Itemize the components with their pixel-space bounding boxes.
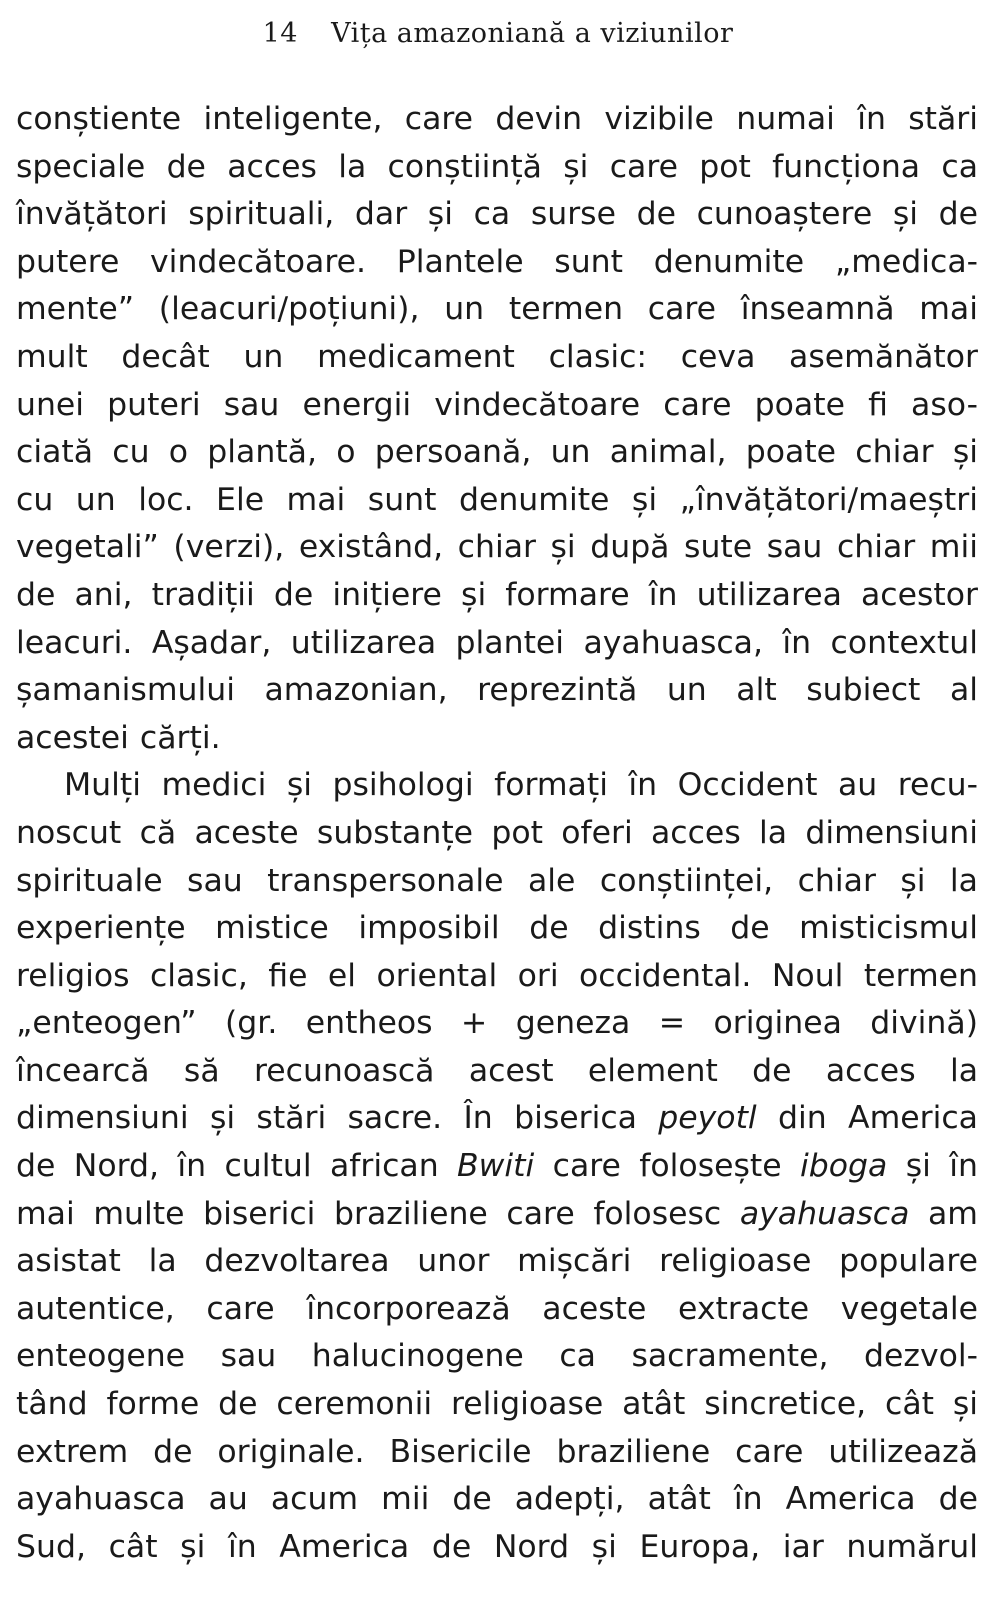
text-run: din America <box>756 1100 978 1137</box>
text-run: tând forme de ceremonii religioase atât sincretice, cât și <box>16 1386 978 1423</box>
text-run: care folosește <box>534 1148 801 1185</box>
text-run: acestei cărți. <box>16 719 221 756</box>
text-line <box>16 429 978 477</box>
text-run: religios clasic, fie el oriental ori occidental. Noul termen <box>16 957 978 994</box>
text-run: speciale de acces la conștiință și care pot funcționa ca <box>16 148 978 185</box>
text-run: mult decât un medicament clasic: ceva asemănător <box>16 338 978 375</box>
text-line <box>16 477 978 525</box>
running-header <box>0 14 996 54</box>
text-line <box>16 858 978 906</box>
paragraph-end-line <box>16 715 978 763</box>
paragraph-first-line <box>16 762 978 810</box>
text-line <box>16 1524 978 1572</box>
text-run: unei puteri sau energii vindecătoare care poate fi aso- <box>16 386 978 423</box>
text-run: extrem de originale. Bisericile braziliene care utilizează <box>16 1433 978 1470</box>
italic-term-peyotl: peyotl <box>658 1100 757 1137</box>
text-line <box>16 620 978 668</box>
text-run: mai multe biserici braziliene care folosesc <box>16 1195 740 1232</box>
text-line <box>16 1191 978 1239</box>
text-line <box>16 144 978 192</box>
page-body-text <box>16 96 978 1571</box>
text-line <box>16 286 978 334</box>
text-run: „enteogen” (gr. entheos + geneza = originea divină) <box>16 1005 978 1042</box>
page-number: 14 <box>262 18 298 49</box>
text-run: noscut că aceste substanțe pot oferi acces la dimensiuni <box>16 814 978 851</box>
text-run: spirituale sau transpersonale ale conștiinței, chiar și la <box>16 862 978 899</box>
text-line <box>16 191 978 239</box>
text-line <box>16 524 978 572</box>
text-line <box>16 1381 978 1429</box>
text-line <box>16 334 978 382</box>
italic-term-ayahuasca: ayahuasca <box>739 1195 910 1232</box>
text-run: conștiente inteligente, care devin vizibile numai în stări <box>16 101 978 137</box>
text-line <box>16 1286 978 1334</box>
text-run: putere vindecătoare. Plantele sunt denumite „medica- <box>16 243 978 280</box>
text-run: leacuri. Așadar, utilizarea plantei ayahuasca, în contextul <box>16 624 978 661</box>
text-run: și în <box>887 1148 978 1185</box>
text-run: Mulți medici și psihologi formați în Occident au recu- <box>64 767 978 804</box>
text-line <box>16 1048 978 1096</box>
text-run: ayahuasca au acum mii de adepți, atât în America de <box>16 1481 978 1518</box>
text-run: de Nord, în cultul african <box>16 1148 458 1185</box>
text-run: asistat la dezvoltarea unor mișcări religioase populare <box>16 1243 978 1280</box>
text-run: de ani, tradiții de inițiere și formare în utilizarea acestor <box>16 576 978 613</box>
text-run: dimensiuni și stări sacre. În biserica <box>16 1100 659 1137</box>
text-line <box>16 96 978 144</box>
text-run: învățători spirituali, dar și ca surse de cunoaștere și de <box>16 196 978 233</box>
text-line <box>16 1238 978 1286</box>
text-line <box>16 1000 978 1048</box>
italic-term-iboga: iboga <box>800 1148 888 1185</box>
text-run: enteogene sau halucinogene ca sacramente, dezvol- <box>16 1338 978 1375</box>
text-run: ciată cu o plantă, o persoană, un animal, poate chiar și <box>16 434 978 471</box>
text-line <box>16 382 978 430</box>
text-line <box>16 1143 978 1191</box>
text-line <box>16 1333 978 1381</box>
text-run: Sud, cât și în America de Nord și Europa, iar numărul <box>16 1528 978 1565</box>
text-run: cu un loc. Ele mai sunt denumite și „învățători/maeștri <box>16 481 978 518</box>
text-run: încearcă să recunoască acest element de acces la <box>16 1052 978 1089</box>
text-line <box>16 953 978 1001</box>
text-run: autentice, care încorporează aceste extracte vegetale <box>16 1290 978 1327</box>
text-line <box>16 667 978 715</box>
text-line <box>16 572 978 620</box>
running-title: Vița amazoniană a viziunilor <box>331 18 734 49</box>
text-run: șamanismului amazonian, reprezintă un alt subiect al <box>16 672 978 709</box>
italic-term-bwiti: Bwiti <box>457 1148 535 1185</box>
text-line <box>16 1476 978 1524</box>
text-line <box>16 810 978 858</box>
text-run: vegetali” (verzi), existând, chiar și după sute sau chiar mii <box>16 529 978 566</box>
text-run: experiențe mistice imposibil de distins de misticismul <box>16 910 978 947</box>
text-run: am <box>909 1195 978 1232</box>
text-line <box>16 1429 978 1477</box>
text-line <box>16 1095 978 1143</box>
text-line <box>16 239 978 287</box>
text-run: mente” (leacuri/poțiuni), un termen care înseamnă mai <box>16 291 978 328</box>
text-line <box>16 905 978 953</box>
